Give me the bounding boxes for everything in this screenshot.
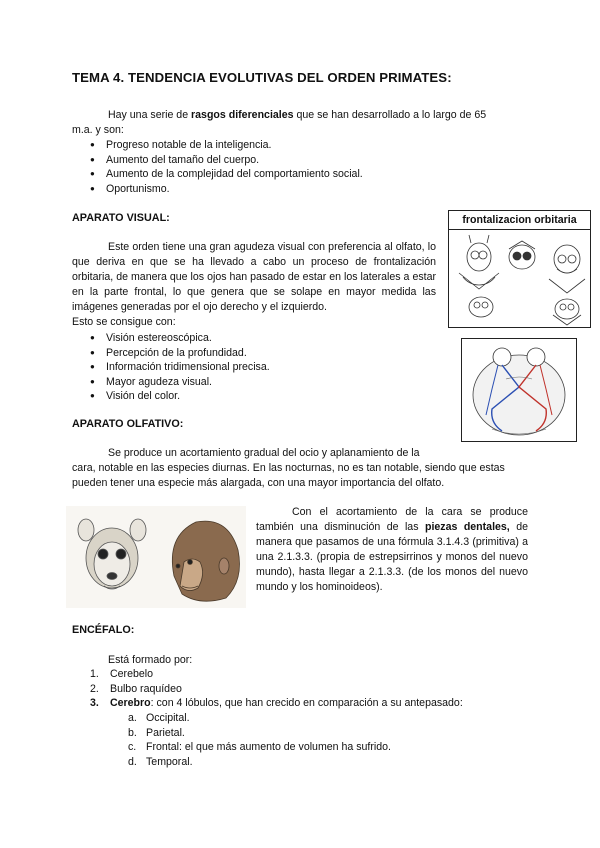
- intro-text-post: que se han desarrollado a lo largo de 65: [293, 109, 487, 121]
- list-item: ● Visión del color.: [88, 389, 418, 404]
- intro-text-bold: rasgos diferenciales: [191, 109, 294, 121]
- brain-intro: Está formado por:: [108, 654, 193, 666]
- section-heading-visual: APARATO VISUAL:: [72, 212, 170, 224]
- section-heading-brain: ENCÉFALO:: [72, 624, 135, 636]
- primate-heads-illustration: [66, 506, 246, 608]
- list-item: a. Occipital.: [128, 712, 190, 724]
- brain-parts-list: [90, 667, 530, 711]
- visual-pathways-diagram: [462, 339, 576, 441]
- brain-lobes-list: [126, 711, 526, 769]
- visual-text: Este orden tiene una gran agudeza visual con preferencia al olfato, lo que deriva en que se ha llevado a cabo un proceso de frontalización orbitaria, de manera que los ojos han pasado de estar en los laterales a estar en la parte frontal, lo que genera que se solape en mayor medida las imágenes generadas por el ojo derecho y el izquierdo.: [72, 241, 436, 313]
- dental-paragraph: [256, 505, 528, 595]
- figure-primate-heads: [66, 506, 246, 608]
- skulls-illustration: [449, 229, 590, 327]
- olfactory-line3: pueden tener una especie más alargada, con una mayor importancia del olfato.: [72, 477, 445, 489]
- list-item: ● Mayor agudeza visual.: [88, 375, 418, 390]
- visual-text2: Esto se consigue con:: [72, 316, 176, 328]
- intro-text-pre: Hay una serie de: [108, 109, 192, 121]
- list-item: ● Percepción de la profundidad.: [88, 346, 418, 361]
- intro-list: [88, 138, 508, 196]
- dental-text-pre: Con el acortamiento de la cara se produce también una disminución de las: [256, 506, 528, 533]
- figure-visual-pathways: [461, 338, 577, 442]
- page-title: TEMA 4. TENDENCIA EVOLUTIVAS DEL ORDEN PRIMATES:: [72, 70, 452, 85]
- intro-paragraph: [72, 108, 528, 138]
- visual-paragraph: [72, 240, 436, 330]
- intro-text-line2: m.a. y son:: [72, 124, 124, 136]
- list-item: d. Temporal.: [128, 755, 193, 768]
- figure-title: frontalizacion orbitaria: [449, 211, 590, 230]
- dental-text-bold: piezas dentales,: [424, 521, 510, 533]
- section-heading-olfactory: APARATO OLFATIVO:: [72, 418, 184, 430]
- list-item: c. Frontal: el que más aumento de volumen ha sufrido.: [128, 741, 391, 754]
- list-item: ● Aumento del tamaño del cuerpo.: [88, 153, 508, 168]
- olfactory-line2: cara, notable en las especies diurnas. En las nocturnas, no es tan notable, siendo que estas: [72, 462, 505, 474]
- visual-list: [88, 331, 418, 404]
- list-item: b. Parietal.: [128, 726, 185, 739]
- olfactory-line1: Se produce un acortamiento gradual del ocio y aplanamiento de la: [108, 447, 420, 459]
- list-item: ● Progreso notable de la inteligencia.: [88, 138, 508, 153]
- dental-text-post: de manera que pasamos de una fórmula 3.1.4.3 (primitiva) a una 2.1.3.3. (propia de estrepsirrinos y monos del nuevo mundo), hasta llegar a 2.1.3.3. (de los monos del nuevo mundo y los hominoideos).: [256, 521, 528, 593]
- list-item: ● Información tridimensional precisa.: [88, 360, 418, 375]
- list-item: 1. Cerebelo: [90, 668, 153, 680]
- list-item: ● Visión estereoscópica.: [88, 331, 418, 346]
- olfactory-paragraph: [72, 446, 532, 491]
- list-item: ● Aumento de la complejidad del comportamiento social.: [88, 167, 508, 182]
- list-item: ● Oportunismo.: [88, 182, 508, 197]
- list-item: 3. Cerebro: con 4 lóbulos, que han crecido en comparación a su antepasado:: [90, 697, 463, 710]
- list-item: 2. Bulbo raquídeo: [90, 682, 182, 695]
- figure-orbital-frontalization: [448, 210, 591, 328]
